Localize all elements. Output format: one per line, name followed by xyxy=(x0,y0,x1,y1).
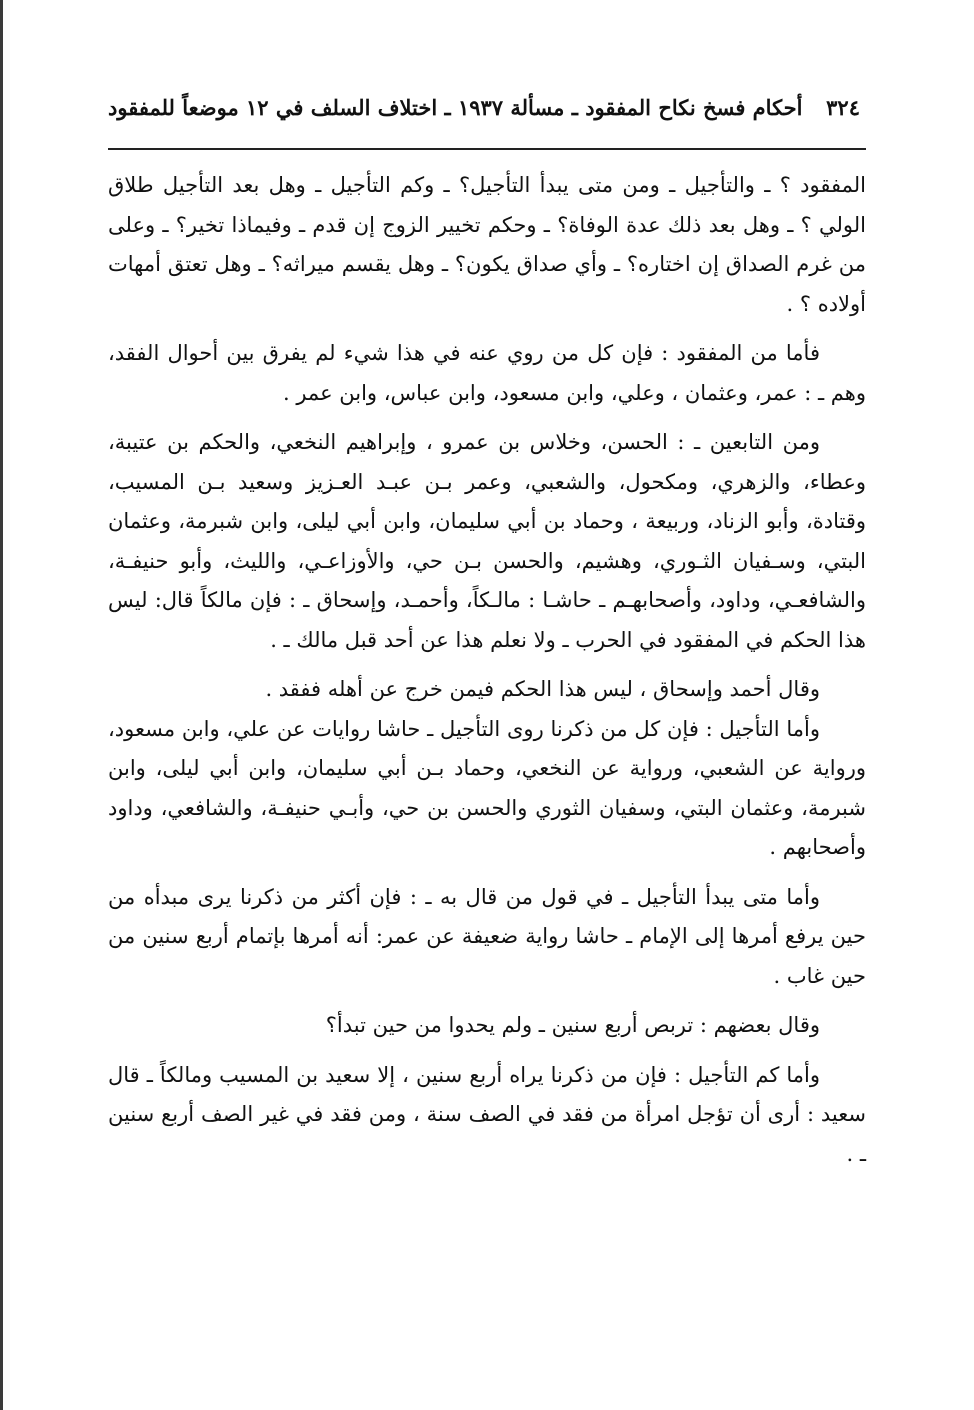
scan-edge-line xyxy=(0,0,3,1410)
paragraph-deferral-length: وأما كم التأجيل : فإن من ذكرنا يراه أربع سنين ، إلا سعيد بن المسيب ومالكاً ـ قال سعيد : أرى أن تؤجل امرأة من فقد في الصف سنة ، ومن فقد في غير الصف أربع سنين ـ . xyxy=(108,1062,866,1166)
running-title: أحكام فسخ نكاح المفقود ـ مسألة ١٩٣٧ ـ اختلاف السلف في ١٢ موضعاً للمفقود xyxy=(108,95,803,120)
header-divider xyxy=(108,148,866,150)
paragraph-deferral: وأما التأجيل : فإن كل من ذكرنا روى التأجيل ـ حاشا روايات عن علي، وابن مسعود، ورواية عن الشعبي، ورواية عن النخعي، وحماد بـن أبي سليمان، وابن أبي ليلى، وابن شبرمة، وعثمان البتي، وسفيان الثوري والحسن بن حي، وأبـي حنيفـة، والشافعي، وداود وأصحابهم . xyxy=(108,716,866,859)
paragraph-questions-list: المفقود ؟ ـ والتأجيل ـ ومن متى يبدأ التأجيل؟ ـ وكم التأجيل ـ وهل بعد التأجيل طلاق الولي ؟ ـ وهل بعد ذلك عدة الوفاة؟ ـ وحكم تخيير الزوج إن قدم ـ وفيماذا تخير؟ ـ وعلى من غرم الصداق إن اختاره؟ ـ وأي صداق يكون؟ ـ وهل يقسم ميراثه؟ ـ وهل تعتق أمهات أولاده ؟ . xyxy=(108,173,866,316)
paragraph-ahmad-ishaq: وقال أحمد وإسحاق ، ليس هذا الحكم فيمن خرج عن أهله ففقد . xyxy=(265,677,820,701)
paragraph-successors: ومن التابعين ـ : الحسن، وخلاس بن عمرو ، وإبراهيم النخعي، والحكم بن عتيبة، وعطاء، والزهري، ومكحول، والشعبي، وعمر بـن عبـد العـزيز وسعيد بـن المسيب، وقتادة، وأبو الزناد، وربيعة ، وحماد بن أبي سليمان، وابن أبي ليلى، وابن شبرمة، وعثمان البتي، وسـفيان الثـوري، وهشيم، والحسن بـن حي، والأوزاعـي، والليث، وأبو حنيفـة، والشافعـي، وداود، وأصحابهـم ـ حاشـا : مالـكاً، وأحمـد، وإسحاق ـ : فإن مالكاً قال: ليس هذا الحكم في المفقود في الحرب ـ ولا نعلم هذا عن أحد قبل مالك ـ . xyxy=(108,430,866,652)
running-head xyxy=(108,88,866,128)
page-number: ٣٢٤ xyxy=(826,95,860,120)
paragraph-companions: فأما من المفقود : فإن كل من روي عنه في هذا شيء لم يفرق بين أحوال الفقد، وهم ـ : عمر، وعثمان ، وعلي، وابن مسعود، وابن عباس، وابن عمر . xyxy=(108,341,866,405)
paragraph-some-said: وقال بعضهم : تربص أربع سنين ـ ولم يحدوا من حين تبدأ؟ xyxy=(325,1013,820,1037)
book-page xyxy=(108,88,866,1174)
paragraph-deferral-start: وأما متى يبدأ التأجيل ـ في قول من قال به ـ : فإن أكثر من ذكرنا يرى مبدأه من حين يرفع أمرها إلى الإمام ـ حاشا رواية ضعيفة عن عمر: أنه أمرها بإتمام أربع سنين من حين غاب . xyxy=(108,884,866,988)
